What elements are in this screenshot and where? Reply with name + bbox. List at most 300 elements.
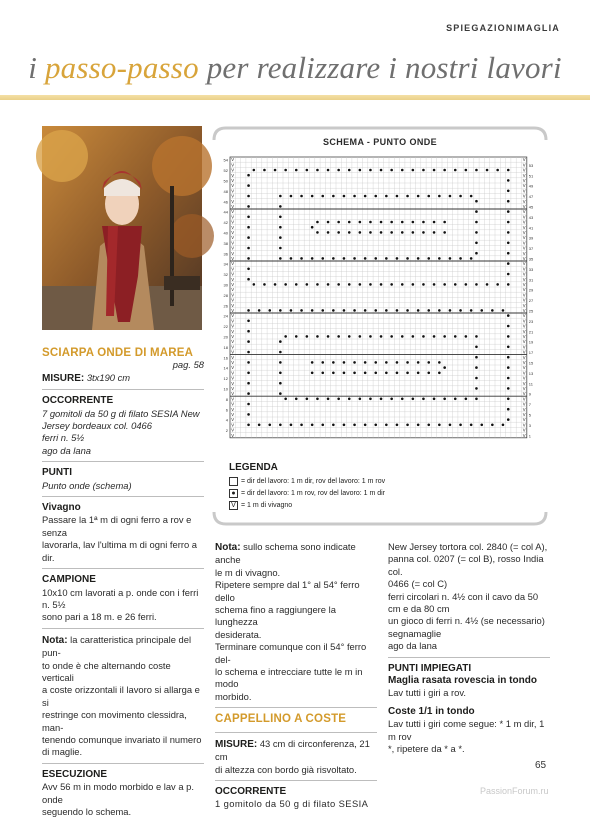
purl-dot	[412, 231, 415, 234]
selvage-stitch: V	[522, 375, 526, 381]
purl-dot	[247, 226, 250, 229]
selvage-stitch: V	[231, 365, 235, 371]
purl-dot	[247, 382, 250, 385]
selvage-stitch: V	[522, 339, 526, 345]
selvage-stitch: V	[522, 406, 526, 412]
row-number-left: 10	[223, 386, 228, 392]
row-number-left: 42	[223, 220, 228, 226]
purl-dot	[475, 169, 478, 172]
selvage-stitch: V	[522, 313, 526, 319]
purl-dot	[295, 169, 298, 172]
nota-line: le m di vivagno.	[215, 566, 281, 578]
purl-dot	[438, 195, 441, 198]
purl-dot	[316, 283, 319, 286]
purl-dot	[412, 169, 415, 172]
purl-dot	[353, 372, 356, 375]
purl-dot	[374, 195, 377, 198]
purl-dot	[406, 372, 409, 375]
row-number-left: 6	[225, 407, 228, 413]
nota-line: schema fino a raggiungere la lunghezza	[215, 604, 336, 628]
selvage-stitch: V	[231, 287, 235, 293]
purl-dot	[247, 320, 250, 323]
watermark: PassionForum.ru	[480, 786, 549, 796]
row-number-right: 3	[528, 422, 532, 428]
purl-dot	[385, 424, 388, 427]
selvage-stitch: V	[522, 245, 526, 251]
row-number-right: 41	[528, 225, 534, 231]
notes-column	[215, 541, 377, 811]
purl-dot	[284, 283, 287, 286]
selvage-stitch: V	[231, 375, 235, 381]
purl-dot	[459, 257, 462, 260]
legend-item-knit	[229, 477, 385, 486]
purl-dot	[247, 195, 250, 198]
selvage-stitch: V	[231, 188, 235, 194]
purl-dot	[295, 283, 298, 286]
scarf-title: SCIARPA ONDE DI MAREA	[42, 347, 194, 359]
purl-dot	[449, 195, 452, 198]
selvage-stitch: V	[231, 422, 235, 428]
purl-dot	[369, 169, 372, 172]
selvage-stitch: V	[231, 193, 235, 199]
selvage-stitch: V	[522, 162, 526, 168]
selvage-stitch: V	[522, 204, 526, 209]
materials-line: ferri circolari n. 4½ con il cavo da 50	[388, 590, 539, 602]
purl-dot	[433, 221, 436, 224]
purl-dot	[507, 366, 510, 369]
purl-dot	[247, 184, 250, 187]
purl-dot	[359, 398, 362, 401]
hat-title: CAPPELLINO A COSTE	[215, 713, 347, 726]
purl-dot	[433, 283, 436, 286]
purl-dot	[247, 340, 250, 343]
nota-line: restringe con movimento clessidra, man-	[42, 709, 187, 733]
selvage-stitch: V	[231, 328, 235, 334]
selvage-stitch: V	[522, 157, 526, 163]
purl-dot	[279, 205, 282, 208]
purl-dot	[390, 221, 393, 224]
purl-dot	[247, 268, 250, 271]
purl-dot	[300, 424, 303, 427]
selvage-stitch: V	[231, 240, 235, 246]
row-number-left: 2	[225, 428, 228, 434]
purl-dot	[353, 309, 356, 312]
purl-dot	[316, 398, 319, 401]
row-number-left: 24	[223, 313, 228, 319]
divider	[42, 568, 204, 569]
row-number-right: 5	[528, 412, 532, 418]
purl-dot	[507, 408, 510, 411]
selvage-stitch: V	[231, 313, 235, 319]
divider	[215, 707, 377, 708]
selvage-stitch: V	[231, 157, 235, 163]
purl-dot	[279, 195, 282, 198]
purl-dot	[332, 372, 335, 375]
selvage-stitch: V	[522, 401, 526, 407]
selvage-stitch: V	[231, 380, 235, 386]
selvage-stitch: V	[231, 354, 235, 360]
purl-dot	[454, 169, 457, 172]
purl-dot	[247, 424, 250, 427]
purl-dot	[507, 179, 510, 182]
purl-dot	[364, 424, 367, 427]
nota-line: sullo schema sono indicate anche	[215, 541, 356, 566]
row-number-left: 18	[223, 344, 228, 350]
purl-dot	[496, 169, 499, 172]
purl-dot	[247, 403, 250, 406]
purl-dot	[380, 221, 383, 224]
selvage-stitch: V	[522, 214, 526, 220]
purl-dot	[279, 226, 282, 229]
selvage-stitch: V	[231, 261, 235, 267]
purl-dot	[507, 242, 510, 245]
purl-dot	[480, 424, 483, 427]
selvage-stitch: V	[231, 178, 235, 183]
row-number-right: 31	[528, 277, 534, 283]
nota-line: tenendo comunque invariato il numero	[42, 733, 202, 745]
purl-dot	[337, 398, 340, 401]
row-number-left: 34	[223, 261, 228, 267]
purl-dot	[417, 372, 420, 375]
purl-dot	[353, 257, 356, 260]
purl-dot	[311, 195, 314, 198]
row-number-right: 11	[528, 381, 533, 387]
purl-dot	[374, 309, 377, 312]
purl-dot	[390, 231, 393, 234]
selvage-stitch: V	[522, 282, 526, 287]
row-number-right: 21	[528, 329, 534, 335]
purl-dot	[300, 309, 303, 312]
row-number-right: 43	[528, 214, 534, 220]
purl-dot	[327, 221, 330, 224]
purl-dot	[364, 309, 367, 312]
row-number-left: 26	[223, 303, 228, 309]
purl-dot	[427, 424, 430, 427]
purl-dot	[507, 325, 510, 328]
purl-dot	[290, 424, 293, 427]
purl-dot	[507, 356, 510, 359]
purl-dot	[433, 231, 436, 234]
purl-dot	[507, 190, 510, 193]
row-number-left: 14	[223, 365, 228, 371]
row-number-right: 51	[528, 173, 534, 179]
purl-dot	[279, 257, 282, 260]
purl-dot	[353, 361, 356, 364]
misure-value: 3tx190 cm	[86, 371, 131, 383]
selvage-stitch: V	[522, 297, 526, 303]
purl-dot	[374, 257, 377, 260]
purl-dot	[268, 424, 271, 427]
purl-dot	[311, 424, 314, 427]
divider	[42, 389, 204, 390]
selvage-stitch: V	[231, 172, 235, 178]
divider	[42, 461, 204, 462]
purl-dot	[369, 283, 372, 286]
selvage-stitch: V	[231, 266, 235, 272]
stitch-name: Maglia rasata rovescia in tondo	[388, 675, 537, 687]
selvage-stitch: V	[522, 386, 526, 391]
row-number-right: 13	[528, 370, 534, 376]
purl-dot	[475, 231, 478, 234]
purl-dot	[258, 424, 261, 427]
selvage-stitch: V	[231, 235, 235, 241]
purl-dot	[475, 221, 478, 224]
purl-dot	[396, 372, 399, 375]
purl-dot	[300, 257, 303, 260]
selvage-stitch: V	[522, 266, 526, 272]
purl-dot	[401, 221, 404, 224]
selvage-stitch: V	[522, 292, 526, 298]
purl-dot	[321, 361, 324, 364]
purl-dot	[247, 174, 250, 177]
occorrente-label: OCCORRENTE	[42, 395, 114, 407]
purl-dot	[247, 236, 250, 239]
section-tag: SPIEGAZIONIMAGLIA	[446, 23, 560, 33]
selvage-stitch: V	[522, 172, 526, 178]
occorrente-line: ago da lana	[42, 444, 92, 456]
purl-dot	[316, 335, 319, 338]
selvage-stitch: V	[522, 370, 526, 376]
nota-line: Ripetere sempre dal 1° al 54° ferro dello	[215, 579, 360, 603]
selvage-stitch: V	[231, 370, 235, 376]
purl-dot	[480, 309, 483, 312]
purl-dot	[396, 361, 399, 364]
purl-dot	[374, 361, 377, 364]
purl-dot	[401, 398, 404, 401]
purl-dot	[343, 361, 346, 364]
purl-dot	[337, 231, 340, 234]
purl-dot	[263, 169, 266, 172]
purl-dot	[422, 231, 425, 234]
purl-dot	[507, 283, 510, 286]
stitch-description: *, ripetere da * a *.	[388, 743, 465, 755]
stitch-description: Lav tutti i giri a rov.	[388, 687, 466, 699]
purl-dot	[396, 309, 399, 312]
purl-dot	[369, 231, 372, 234]
purl-dot	[417, 361, 420, 364]
purl-dot	[465, 283, 468, 286]
page-number: 65	[535, 760, 547, 771]
purl-dot	[253, 283, 256, 286]
purl-dot	[268, 309, 271, 312]
purl-dot	[390, 398, 393, 401]
purl-dot	[417, 424, 420, 427]
selvage-stitch: V	[522, 240, 526, 246]
selvage-stitch: V	[231, 162, 235, 168]
purl-dot	[502, 424, 505, 427]
row-number-left: 20	[223, 334, 228, 340]
vivagno-line: Passare la 1ª m di ogni ferro a rov e senza	[42, 514, 192, 538]
purl-dot	[475, 346, 478, 349]
purl-dot	[353, 424, 356, 427]
selvage-stitch: V	[522, 209, 526, 215]
purl-dot	[300, 195, 303, 198]
purl-dot	[306, 398, 309, 401]
materials-line: 0466 (= col C)	[388, 578, 448, 590]
purl-dot	[348, 335, 351, 338]
row-number-left: 32	[223, 272, 228, 278]
selvage-stitch: V	[522, 354, 526, 360]
purl-dot	[311, 226, 314, 229]
purl-dot	[332, 195, 335, 198]
purl-dot	[475, 210, 478, 213]
selvage-stitch: V	[231, 292, 235, 298]
selvage-stitch: V	[231, 224, 235, 230]
purl-dot	[332, 424, 335, 427]
selvage-stitch: V	[522, 302, 526, 308]
selvage-stitch: V	[522, 183, 526, 189]
selvage-stitch: V	[522, 365, 526, 371]
purl-dot	[337, 283, 340, 286]
selvage-stitch: V	[231, 297, 235, 303]
purl-dot	[406, 257, 409, 260]
purl-dot	[475, 283, 478, 286]
purl-dot	[438, 372, 441, 375]
purl-dot	[443, 169, 446, 172]
row-number-right: 37	[528, 246, 534, 252]
nota-line: lo schema e intrecciare tutte le m in modo	[215, 666, 363, 690]
purl-dot	[507, 377, 510, 380]
purl-dot	[263, 283, 266, 286]
purl-dot	[412, 398, 415, 401]
purl-dot	[449, 309, 452, 312]
purl-dot	[369, 398, 372, 401]
nota-label: Nota:	[42, 634, 68, 646]
materials-line: New Jersey tortora col. 2840 (= col A),	[388, 541, 548, 552]
purl-dot	[380, 283, 383, 286]
legend-item-purl	[229, 489, 385, 498]
selvage-stitch: V	[231, 282, 235, 287]
esecuzione-line: seguendo lo schema.	[42, 806, 132, 817]
row-number-right: 47	[528, 194, 534, 200]
purl-dot	[306, 335, 309, 338]
purl-dot	[390, 283, 393, 286]
selvage-stitch: V	[522, 396, 526, 402]
purl-dot	[390, 335, 393, 338]
purl-dot	[443, 283, 446, 286]
purl-dot	[311, 309, 314, 312]
selvage-stitch: V	[522, 360, 526, 365]
purl-dot	[253, 169, 256, 172]
purl-dot	[438, 424, 441, 427]
purl-dot	[406, 361, 409, 364]
selvage-stitch: V	[522, 344, 526, 350]
purl-dot	[396, 424, 399, 427]
purl-dot	[401, 335, 404, 338]
purl-dot	[337, 169, 340, 172]
purl-dot	[279, 361, 282, 364]
purl-dot	[475, 356, 478, 359]
purl-dot	[247, 309, 250, 312]
row-number-left: 48	[223, 188, 228, 194]
purl-dot	[454, 335, 457, 338]
purl-dot	[327, 283, 330, 286]
purl-dot	[247, 247, 250, 250]
purl-dot	[470, 309, 473, 312]
selvage-stitch: V	[231, 183, 235, 189]
nota-line: di maglie.	[42, 746, 83, 758]
purl-dot	[311, 372, 314, 375]
row-number-left: 12	[223, 376, 228, 382]
purl-dot	[343, 424, 346, 427]
purl-dot	[422, 283, 425, 286]
purl-dot	[433, 335, 436, 338]
purl-dot	[364, 195, 367, 198]
selvage-stitch: V	[231, 391, 235, 397]
purl-dot	[279, 340, 282, 343]
selvage-stitch: V	[231, 271, 235, 277]
campione-line: 10x10 cm lavorati a p. onde con i ferri n. 5½	[42, 586, 199, 610]
purl-dot	[507, 387, 510, 390]
purl-dot	[507, 169, 510, 172]
purl-dot	[311, 257, 314, 260]
purl-dot	[443, 398, 446, 401]
occorrente-label: OCCORRENTE	[215, 785, 287, 797]
purl-dot	[295, 398, 298, 401]
purl-dot	[279, 392, 282, 395]
selvage-stitch: V	[522, 271, 526, 277]
selvage-stitch: V	[231, 432, 235, 438]
selvage-stitch: V	[231, 417, 235, 423]
purl-dot	[422, 335, 425, 338]
purl-dot	[427, 361, 430, 364]
purl-dot	[491, 424, 494, 427]
nota-line: la caratteristica principale del pun-	[42, 633, 192, 659]
purl-dot	[470, 424, 473, 427]
purl-dot	[385, 309, 388, 312]
purl-dot	[290, 257, 293, 260]
purl-dot	[449, 424, 452, 427]
page-headline: i passo-passo per realizzare i nostri lavori	[28, 50, 562, 85]
purl-dot	[406, 309, 409, 312]
purl-dot	[417, 309, 420, 312]
selvage-stitch: V	[231, 406, 235, 412]
purl-dot	[316, 221, 319, 224]
purl-dot	[343, 309, 346, 312]
materials-line: segnamaglie	[388, 627, 442, 639]
materials-line: cm e da 80 cm	[388, 603, 450, 615]
row-number-right: 35	[528, 256, 534, 262]
purl-dot	[475, 335, 478, 338]
purl-dot	[247, 257, 250, 260]
row-number-left: 28	[223, 292, 228, 298]
empty-square-icon	[229, 477, 238, 486]
purl-dot	[475, 377, 478, 380]
purl-dot	[401, 283, 404, 286]
misure-line: 43 cm di circonferenza, 21 cm	[215, 737, 370, 763]
row-number-right: 7	[528, 402, 532, 408]
purl-dot	[454, 398, 457, 401]
purl-dot	[507, 314, 510, 317]
purl-dot	[279, 247, 282, 250]
purl-dot	[364, 361, 367, 364]
selvage-stitch: V	[231, 204, 235, 209]
nota-line: Terminare comunque con il 54° ferro del-	[215, 641, 367, 665]
selvage-stitch: V	[231, 427, 235, 433]
selvage-stitch: V	[231, 209, 235, 215]
selvage-stitch: V	[231, 245, 235, 251]
selvage-stitch: V	[231, 276, 235, 282]
purl-dot	[316, 169, 319, 172]
purl-dot	[422, 221, 425, 224]
purl-dot	[443, 335, 446, 338]
purl-dot	[274, 169, 277, 172]
purl-dot	[279, 424, 282, 427]
selvage-stitch: V	[231, 323, 235, 329]
selvage-stitch: V	[522, 256, 526, 261]
selvage-stitch: V	[522, 219, 526, 225]
purl-dot	[507, 346, 510, 349]
